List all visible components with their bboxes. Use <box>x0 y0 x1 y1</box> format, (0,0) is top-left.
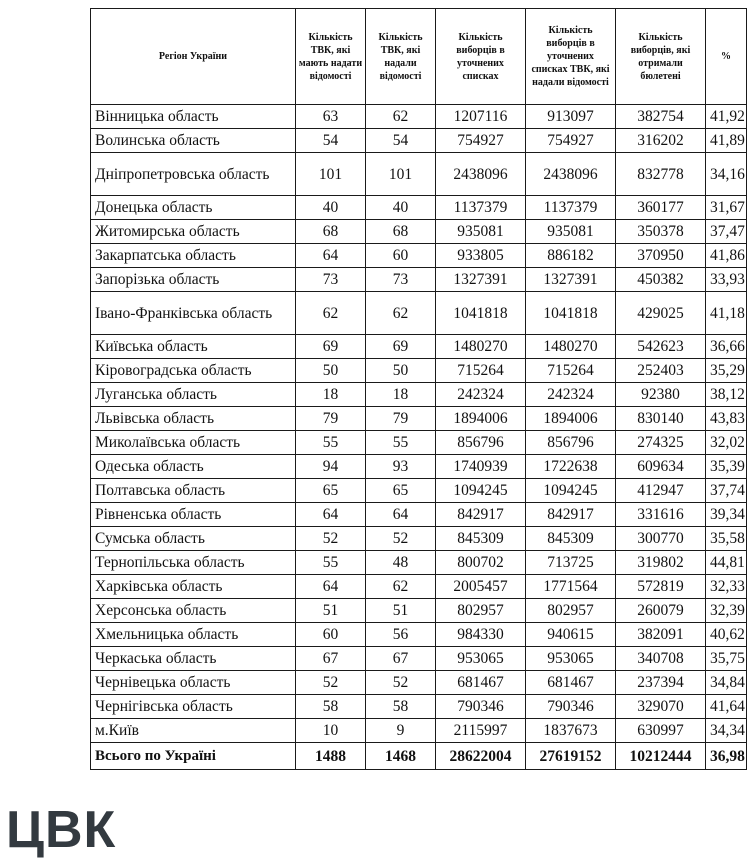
cell-voters-lists-submitted: 713725 <box>526 551 616 575</box>
cell-pec-submitted: 55 <box>366 431 436 455</box>
cell-percent: 41,18 <box>706 292 747 335</box>
cell-percent: 31,67 <box>706 196 747 220</box>
cell-pec-required: 58 <box>296 695 366 719</box>
cell-region: Луганська область <box>91 383 296 407</box>
cell-voters-lists: 681467 <box>436 671 526 695</box>
cell-region: Запорізька область <box>91 268 296 292</box>
cell-pec-submitted: 52 <box>366 671 436 695</box>
cell-pec-submitted: 68 <box>366 220 436 244</box>
cell-region: Миколаївська область <box>91 431 296 455</box>
cell-percent: 41,86 <box>706 244 747 268</box>
table-row <box>91 503 747 527</box>
cell-ballots-received: 237394 <box>616 671 706 695</box>
cell-pec-submitted: 52 <box>366 527 436 551</box>
cell-pec-submitted: 60 <box>366 244 436 268</box>
cell-voters-lists-submitted: 913097 <box>526 105 616 129</box>
cell-pec-required: 63 <box>296 105 366 129</box>
cell-region: Хмельницька область <box>91 623 296 647</box>
cell-ballots-received: 630997 <box>616 719 706 743</box>
cell-voters-lists: 800702 <box>436 551 526 575</box>
cell-voters-lists-submitted: 940615 <box>526 623 616 647</box>
cell-region: Сумська область <box>91 527 296 551</box>
table-row <box>91 292 747 335</box>
header-pec-required: Кількість ТВК, які мають надати відомості <box>296 9 366 105</box>
cell-ballots-received: 609634 <box>616 455 706 479</box>
cell-percent: 41,64 <box>706 695 747 719</box>
cell-ballots-received: 329070 <box>616 695 706 719</box>
cell-voters-lists: 842917 <box>436 503 526 527</box>
cell-voters-lists-submitted: 1137379 <box>526 196 616 220</box>
table-row <box>91 551 747 575</box>
cell-voters-lists-submitted: 1894006 <box>526 407 616 431</box>
cell-pec-required: 52 <box>296 671 366 695</box>
cell-pec-required: 64 <box>296 244 366 268</box>
cell-region: Полтавська область <box>91 479 296 503</box>
cell-region: Рівненська область <box>91 503 296 527</box>
cell-pec-submitted: 62 <box>366 292 436 335</box>
header-voters-lists: Кількість виборців в уточнених списках <box>436 9 526 105</box>
cell-ballots-received: 382754 <box>616 105 706 129</box>
header-voters-lists-submitted: Кількість виборців в уточнених списках ТВК, які надали відомості <box>526 9 616 105</box>
header-ballots-received: Кількість виборців, які отримали бюлетені <box>616 9 706 105</box>
cell-voters-lists: 845309 <box>436 527 526 551</box>
cell-region: Чернігівська область <box>91 695 296 719</box>
cell-ballots-received: 274325 <box>616 431 706 455</box>
cell-region: Кіровоградська область <box>91 359 296 383</box>
cell-pec-submitted: 79 <box>366 407 436 431</box>
cell-voters-lists-submitted: 935081 <box>526 220 616 244</box>
cell-voters-lists-submitted: 1771564 <box>526 575 616 599</box>
cell-pec-submitted: 69 <box>366 335 436 359</box>
cell-ballots-received: 412947 <box>616 479 706 503</box>
cell-pec-submitted: 58 <box>366 695 436 719</box>
cell-pec-submitted: 65 <box>366 479 436 503</box>
cell-ballots-received: 331616 <box>616 503 706 527</box>
cell-percent: 33,93 <box>706 268 747 292</box>
cell-pec-submitted: 93 <box>366 455 436 479</box>
cell-voters-lists: 2115997 <box>436 719 526 743</box>
cell-voters-lists: 1480270 <box>436 335 526 359</box>
cell-pec-submitted: 40 <box>366 196 436 220</box>
table-row <box>91 359 747 383</box>
cell-pec-required: 69 <box>296 335 366 359</box>
cell-ballots-received: 360177 <box>616 196 706 220</box>
cell-pec-submitted: 67 <box>366 647 436 671</box>
cell-voters-lists: 754927 <box>436 129 526 153</box>
cell-pec-submitted: 56 <box>366 623 436 647</box>
cell-pec-submitted: 9 <box>366 719 436 743</box>
cell-percent: 32,39 <box>706 599 747 623</box>
table-row <box>91 244 747 268</box>
cell-pec-required: 68 <box>296 220 366 244</box>
cell-region: Харківська область <box>91 575 296 599</box>
table-row <box>91 575 747 599</box>
cell-voters-lists-submitted: 27619152 <box>526 743 616 770</box>
cvk-logo: ЦВК <box>6 801 117 859</box>
cell-percent: 38,12 <box>706 383 747 407</box>
cell-pec-required: 79 <box>296 407 366 431</box>
cell-region: Донецька область <box>91 196 296 220</box>
cell-region: Дніпропетровська область <box>91 153 296 196</box>
cell-voters-lists: 1740939 <box>436 455 526 479</box>
cell-voters-lists-submitted: 242324 <box>526 383 616 407</box>
cell-ballots-received: 350378 <box>616 220 706 244</box>
table-body <box>91 105 747 770</box>
cell-voters-lists-submitted: 1094245 <box>526 479 616 503</box>
cell-percent: 35,39 <box>706 455 747 479</box>
cell-pec-submitted: 64 <box>366 503 436 527</box>
cell-percent: 35,29 <box>706 359 747 383</box>
cell-percent: 39,34 <box>706 503 747 527</box>
cell-pec-required: 51 <box>296 599 366 623</box>
table-row <box>91 599 747 623</box>
cell-percent: 41,89 <box>706 129 747 153</box>
cell-region: Закарпатська область <box>91 244 296 268</box>
cell-pec-required: 60 <box>296 623 366 647</box>
table-row <box>91 647 747 671</box>
cell-percent: 32,33 <box>706 575 747 599</box>
cell-pec-submitted: 62 <box>366 105 436 129</box>
cell-pec-required: 64 <box>296 503 366 527</box>
table-header-row <box>91 9 747 105</box>
cell-voters-lists: 1894006 <box>436 407 526 431</box>
cell-region: Київська область <box>91 335 296 359</box>
header-percent: % <box>706 9 747 105</box>
cell-region: Житомирська область <box>91 220 296 244</box>
cell-percent: 37,47 <box>706 220 747 244</box>
table-row <box>91 479 747 503</box>
cell-voters-lists: 2438096 <box>436 153 526 196</box>
header-pec-submitted: Кількість ТВК, які надали відомості <box>366 9 436 105</box>
table-row <box>91 407 747 431</box>
cell-region: Черкаська область <box>91 647 296 671</box>
cell-ballots-received: 370950 <box>616 244 706 268</box>
cell-ballots-received: 832778 <box>616 153 706 196</box>
cell-voters-lists: 790346 <box>436 695 526 719</box>
cell-voters-lists-submitted: 1837673 <box>526 719 616 743</box>
cell-pec-required: 94 <box>296 455 366 479</box>
cell-voters-lists-submitted: 715264 <box>526 359 616 383</box>
cell-voters-lists: 1041818 <box>436 292 526 335</box>
cell-voters-lists-submitted: 790346 <box>526 695 616 719</box>
cell-voters-lists-submitted: 1722638 <box>526 455 616 479</box>
table-row <box>91 105 747 129</box>
cell-ballots-received: 382091 <box>616 623 706 647</box>
cell-pec-submitted: 50 <box>366 359 436 383</box>
table-row <box>91 129 747 153</box>
cell-pec-submitted: 62 <box>366 575 436 599</box>
cell-ballots-received: 450382 <box>616 268 706 292</box>
table-total-row <box>91 743 747 770</box>
cell-voters-lists: 242324 <box>436 383 526 407</box>
cell-pec-required: 55 <box>296 551 366 575</box>
cell-region: Тернопільська область <box>91 551 296 575</box>
table-row <box>91 383 747 407</box>
cell-pec-required: 10 <box>296 719 366 743</box>
cell-region: Волинська область <box>91 129 296 153</box>
cell-pec-required: 52 <box>296 527 366 551</box>
cell-percent: 34,34 <box>706 719 747 743</box>
cell-region: Одеська область <box>91 455 296 479</box>
cell-pec-required: 67 <box>296 647 366 671</box>
cell-region: Всього по Україні <box>91 743 296 770</box>
cell-voters-lists-submitted: 842917 <box>526 503 616 527</box>
cell-percent: 36,66 <box>706 335 747 359</box>
cell-pec-required: 65 <box>296 479 366 503</box>
cell-pec-required: 50 <box>296 359 366 383</box>
cell-voters-lists-submitted: 1480270 <box>526 335 616 359</box>
cell-ballots-received: 252403 <box>616 359 706 383</box>
cell-ballots-received: 10212444 <box>616 743 706 770</box>
cell-region: Вінницька область <box>91 105 296 129</box>
cell-region: Чернівецька область <box>91 671 296 695</box>
cell-voters-lists: 933805 <box>436 244 526 268</box>
cell-percent: 37,74 <box>706 479 747 503</box>
cell-percent: 35,75 <box>706 647 747 671</box>
cell-voters-lists-submitted: 2438096 <box>526 153 616 196</box>
cell-pec-required: 54 <box>296 129 366 153</box>
cell-pec-submitted: 51 <box>366 599 436 623</box>
cell-pec-required: 62 <box>296 292 366 335</box>
cell-pec-required: 55 <box>296 431 366 455</box>
cell-voters-lists-submitted: 1041818 <box>526 292 616 335</box>
table-row <box>91 335 747 359</box>
cell-ballots-received: 92380 <box>616 383 706 407</box>
cell-ballots-received: 340708 <box>616 647 706 671</box>
cell-voters-lists-submitted: 856796 <box>526 431 616 455</box>
cell-pec-required: 64 <box>296 575 366 599</box>
table-row <box>91 153 747 196</box>
cell-region: Івано-Франківська область <box>91 292 296 335</box>
cell-voters-lists-submitted: 681467 <box>526 671 616 695</box>
cell-voters-lists: 1137379 <box>436 196 526 220</box>
cell-region: м.Київ <box>91 719 296 743</box>
table-row <box>91 623 747 647</box>
table-row <box>91 196 747 220</box>
cell-ballots-received: 542623 <box>616 335 706 359</box>
table-row <box>91 220 747 244</box>
table-row <box>91 455 747 479</box>
table-row <box>91 431 747 455</box>
cell-voters-lists: 1327391 <box>436 268 526 292</box>
cell-pec-submitted: 1468 <box>366 743 436 770</box>
cell-voters-lists-submitted: 802957 <box>526 599 616 623</box>
cell-ballots-received: 300770 <box>616 527 706 551</box>
cell-ballots-received: 316202 <box>616 129 706 153</box>
cell-percent: 34,84 <box>706 671 747 695</box>
cell-ballots-received: 572819 <box>616 575 706 599</box>
cell-voters-lists-submitted: 1327391 <box>526 268 616 292</box>
cell-voters-lists: 802957 <box>436 599 526 623</box>
cell-ballots-received: 429025 <box>616 292 706 335</box>
table-row <box>91 719 747 743</box>
cell-voters-lists-submitted: 953065 <box>526 647 616 671</box>
cell-percent: 40,62 <box>706 623 747 647</box>
table-row <box>91 695 747 719</box>
turnout-table <box>90 8 747 770</box>
cell-voters-lists: 856796 <box>436 431 526 455</box>
cell-voters-lists-submitted: 845309 <box>526 527 616 551</box>
table-row <box>91 671 747 695</box>
cell-voters-lists: 1207116 <box>436 105 526 129</box>
table-row <box>91 268 747 292</box>
cell-pec-submitted: 101 <box>366 153 436 196</box>
cell-percent: 41,92 <box>706 105 747 129</box>
cell-ballots-received: 319802 <box>616 551 706 575</box>
cell-region: Херсонська область <box>91 599 296 623</box>
cell-pec-submitted: 48 <box>366 551 436 575</box>
cell-percent: 44,81 <box>706 551 747 575</box>
cell-pec-required: 18 <box>296 383 366 407</box>
cell-voters-lists-submitted: 754927 <box>526 129 616 153</box>
cell-voters-lists: 935081 <box>436 220 526 244</box>
cell-voters-lists: 1094245 <box>436 479 526 503</box>
cell-percent: 32,02 <box>706 431 747 455</box>
cell-percent: 34,16 <box>706 153 747 196</box>
cell-pec-submitted: 73 <box>366 268 436 292</box>
cell-voters-lists: 2005457 <box>436 575 526 599</box>
table-row <box>91 527 747 551</box>
cell-ballots-received: 260079 <box>616 599 706 623</box>
cell-voters-lists-submitted: 886182 <box>526 244 616 268</box>
cell-percent: 36,98 <box>706 743 747 770</box>
cell-pec-required: 1488 <box>296 743 366 770</box>
cell-voters-lists: 715264 <box>436 359 526 383</box>
cell-voters-lists: 953065 <box>436 647 526 671</box>
cell-percent: 35,58 <box>706 527 747 551</box>
header-region: Регіон України <box>91 9 296 105</box>
cell-region: Львівська область <box>91 407 296 431</box>
cell-pec-required: 73 <box>296 268 366 292</box>
cell-voters-lists: 984330 <box>436 623 526 647</box>
cell-pec-submitted: 18 <box>366 383 436 407</box>
cell-ballots-received: 830140 <box>616 407 706 431</box>
cell-pec-required: 40 <box>296 196 366 220</box>
cell-pec-submitted: 54 <box>366 129 436 153</box>
cell-pec-required: 101 <box>296 153 366 196</box>
cell-voters-lists: 28622004 <box>436 743 526 770</box>
cell-percent: 43,83 <box>706 407 747 431</box>
